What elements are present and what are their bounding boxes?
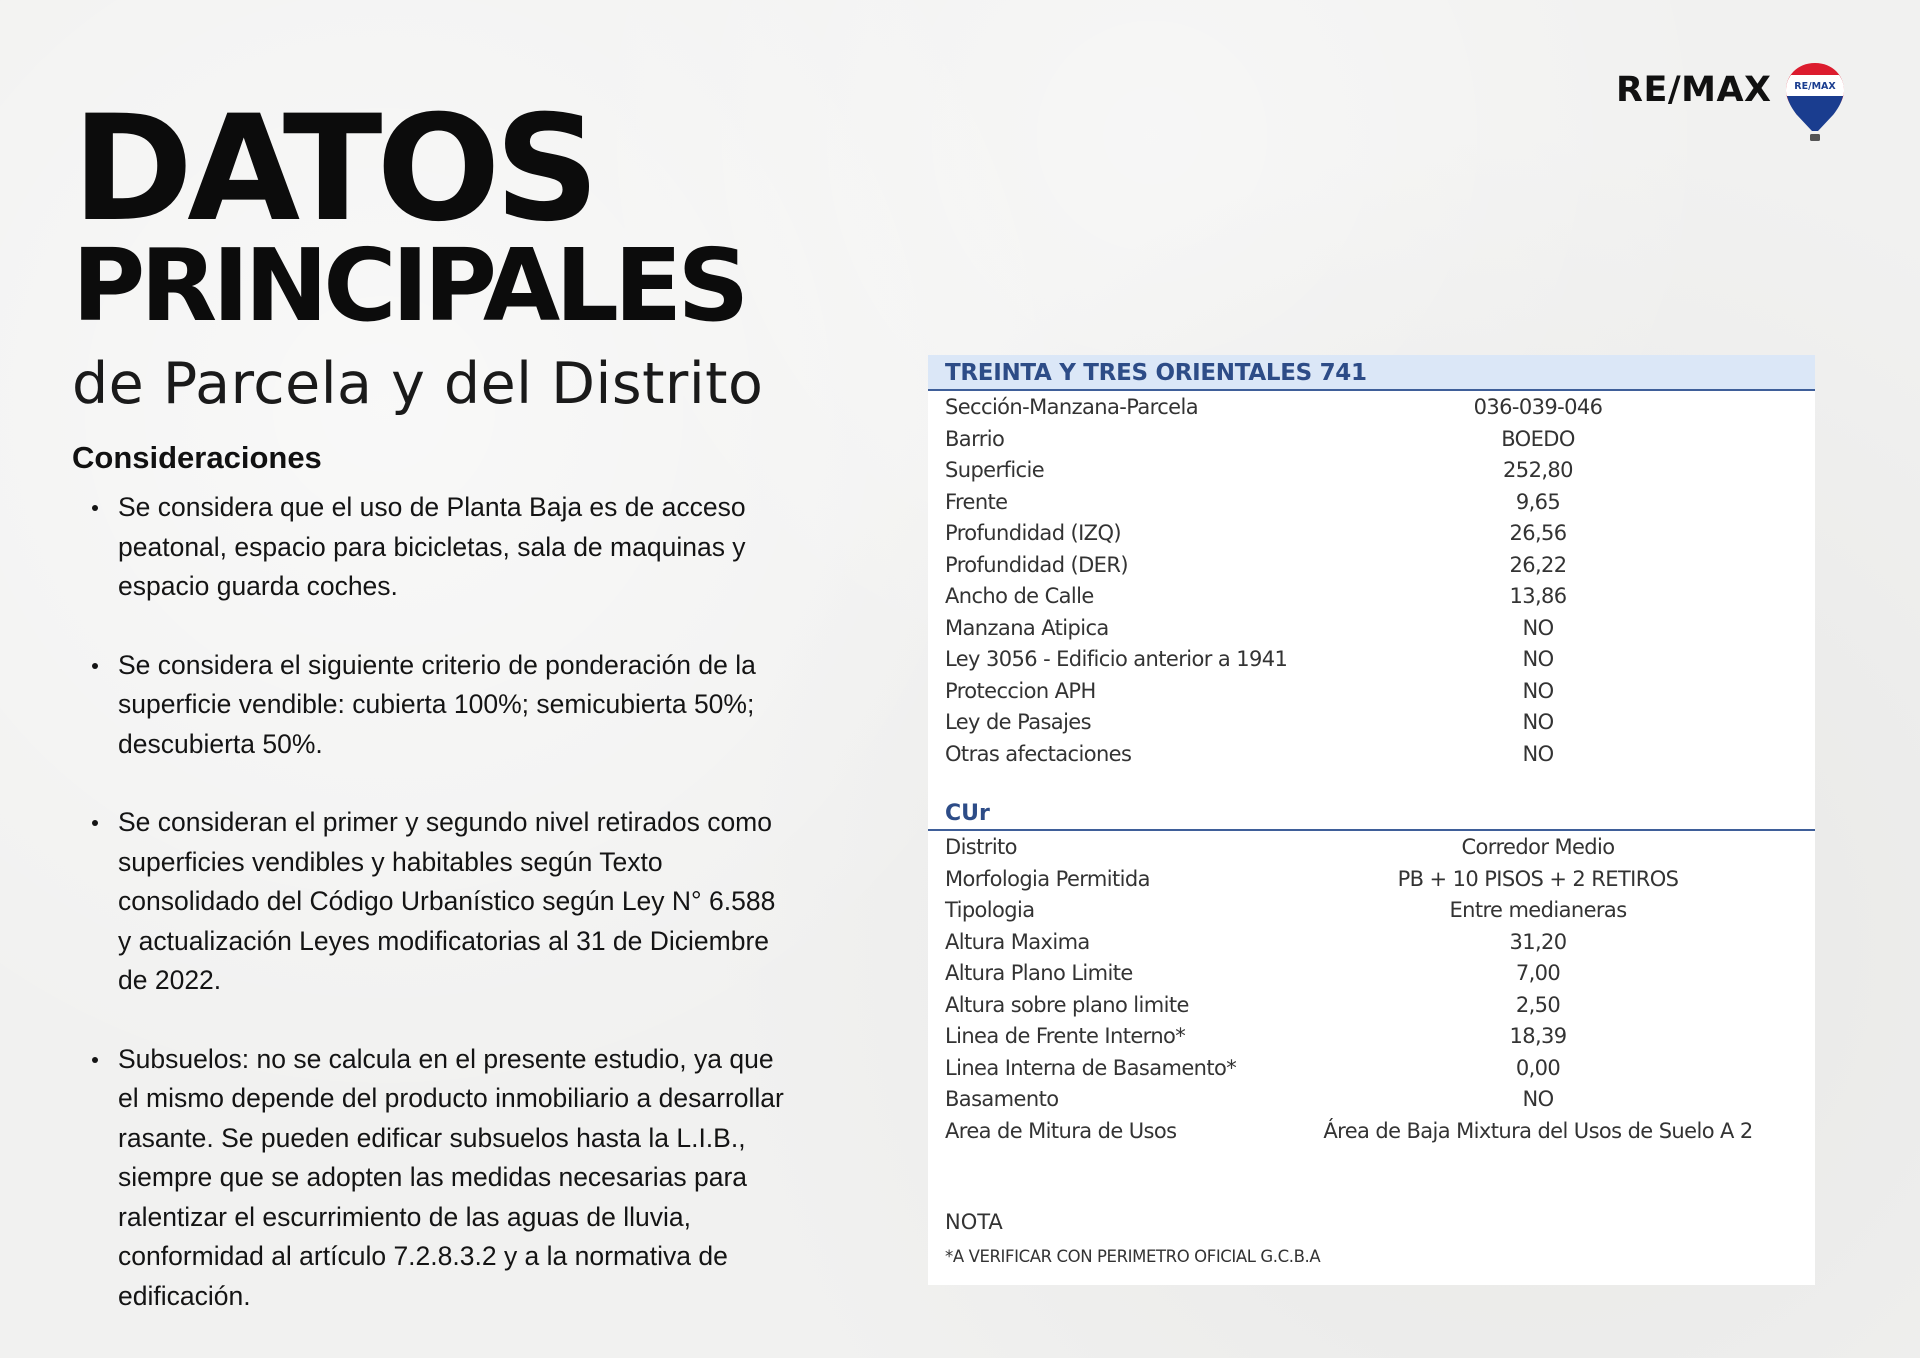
row-value: Corredor Medio	[1461, 835, 1615, 859]
cur-header	[928, 799, 1815, 831]
table-row	[928, 454, 1815, 486]
row-label: Altura sobre plano limite	[945, 992, 1189, 1017]
list-item	[72, 646, 792, 765]
row-label: Altura Maxima	[945, 929, 1090, 954]
brand-wordmark: RE/MAX	[1616, 70, 1772, 110]
list-item-text: Se considera que el uso de Planta Baja es de acceso peatonal, espacio para bicicletas, sala de maquinas y espacio guarda coches.	[118, 492, 746, 601]
row-value: NO	[1522, 678, 1554, 703]
page-subtitle: de Parcela y del Distrito	[72, 351, 764, 417]
row-label: Basamento	[945, 1087, 1059, 1111]
row-value: Entre medianeras	[1449, 898, 1627, 922]
note-text: *A VERIFICAR CON PERIMETRO OFICIAL G.C.B.A	[945, 1247, 1321, 1266]
list-item	[72, 1040, 792, 1317]
table-row	[928, 486, 1815, 518]
hot-air-balloon-icon	[1782, 60, 1848, 144]
row-label: Distrito	[945, 835, 1017, 859]
balloon-label: RE/MAX	[1794, 81, 1836, 92]
considerations-heading: Consideraciones	[72, 440, 322, 475]
row-label: Barrio	[945, 426, 1005, 451]
row-value: 18,39	[1509, 1024, 1567, 1048]
row-label: Sección-Manzana-Parcela	[945, 395, 1198, 419]
table-row	[928, 549, 1815, 581]
row-label: Profundidad (IZQ)	[945, 521, 1121, 545]
row-label: Altura Plano Limite	[945, 961, 1133, 985]
cur-table	[928, 831, 1815, 1146]
row-label: Profundidad (DER)	[945, 552, 1128, 577]
bullet-icon	[92, 663, 98, 669]
table-row	[928, 1115, 1815, 1147]
list-item	[72, 803, 792, 1001]
row-value: NO	[1522, 710, 1554, 734]
row-value: NO	[1522, 1087, 1554, 1111]
list-item-text: Subsuelos: no se calcula en el presente estudio, ya que el mismo depende del producto inmobiliario a desarrollar rasante. Se pueden edificar subsuelos hasta la L.I.B., siempre que se adopten las medidas necesarias para ralentizar el escurrimiento de las aguas de lluvia, conformidad al artículo 7.2.8.3.2 y a la normativa de edificación.	[118, 1043, 784, 1311]
table-row	[928, 643, 1815, 675]
row-value: Área de Baja Mixtura del Usos de Suelo A 2	[1323, 1118, 1753, 1143]
parcel-address: TREINTA Y TRES ORIENTALES 741	[945, 360, 1367, 386]
row-label: Tipologia	[945, 898, 1035, 922]
remax-logo	[1612, 60, 1848, 144]
row-value: 9,65	[1515, 489, 1561, 514]
bullet-icon	[92, 505, 98, 511]
table-row	[928, 926, 1815, 958]
row-label: Ley de Pasajes	[945, 710, 1091, 734]
parcel-table	[928, 391, 1815, 769]
table-row	[928, 580, 1815, 612]
table-row	[928, 706, 1815, 738]
table-row	[928, 894, 1815, 926]
table-row	[928, 863, 1815, 895]
list-item	[72, 488, 792, 607]
row-value: PB + 10 PISOS + 2 RETIROS	[1397, 866, 1679, 891]
row-value: 13,86	[1509, 584, 1567, 608]
row-label: Linea de Frente Interno*	[945, 1024, 1186, 1048]
title-line-1: DATOS	[72, 84, 594, 254]
row-label: Morfologia Permitida	[945, 866, 1150, 891]
table-row	[928, 738, 1815, 770]
row-value: NO	[1522, 741, 1554, 766]
row-value: 31,20	[1509, 929, 1567, 954]
row-label: Manzana Atipica	[945, 615, 1109, 640]
table-row	[928, 517, 1815, 549]
cur-heading: CUr	[945, 801, 990, 826]
row-label: Linea Interna de Basamento*	[945, 1055, 1237, 1080]
table-row	[928, 675, 1815, 707]
bullet-icon	[92, 820, 98, 826]
parcel-header	[928, 355, 1815, 391]
row-value: NO	[1522, 615, 1554, 640]
table-row	[928, 989, 1815, 1021]
row-label: Area de Mitura de Usos	[945, 1118, 1177, 1143]
row-value: 0,00	[1515, 1055, 1561, 1080]
table-row	[928, 831, 1815, 863]
row-value: 7,00	[1515, 961, 1561, 985]
table-row	[928, 957, 1815, 989]
parcel-data-panel	[928, 355, 1815, 1285]
table-row	[928, 1020, 1815, 1052]
table-row	[928, 423, 1815, 455]
table-row	[928, 1083, 1815, 1115]
row-label: Otras afectaciones	[945, 741, 1132, 766]
table-row	[928, 1052, 1815, 1084]
row-label: Ancho de Calle	[945, 584, 1094, 608]
table-row	[928, 391, 1815, 423]
row-value: 252,80	[1503, 458, 1573, 482]
row-value: 2,50	[1515, 992, 1561, 1017]
row-label: Proteccion APH	[945, 678, 1096, 703]
list-item-text: Se consideran el primer y segundo nivel retirados como superficies vendibles y habitables según Texto consolidado del Código Urbanístico según Ley N° 6.588 y actualización Leyes modificatorias al 31 de Diciembre de 2022.	[118, 807, 776, 995]
row-label: Ley 3056 - Edificio anterior a 1941	[945, 647, 1288, 671]
list-item-text: Se considera el siguiente criterio de ponderación de la superficie vendible: cubierta 100%; semicubierta 50%; descubierta 50%.	[118, 649, 756, 759]
considerations-list	[72, 488, 792, 1355]
row-value: 26,22	[1509, 552, 1567, 577]
row-label: Superficie	[945, 458, 1045, 482]
row-value: BOEDO	[1501, 426, 1575, 451]
row-value: 26,56	[1509, 521, 1567, 545]
row-value: 036-039-046	[1473, 395, 1603, 419]
row-label: Frente	[945, 489, 1008, 514]
title-line-2: PRINCIPALES	[72, 227, 745, 344]
bullet-icon	[92, 1057, 98, 1063]
note-label: NOTA	[945, 1210, 1003, 1234]
row-value: NO	[1522, 647, 1554, 671]
table-row	[928, 612, 1815, 644]
